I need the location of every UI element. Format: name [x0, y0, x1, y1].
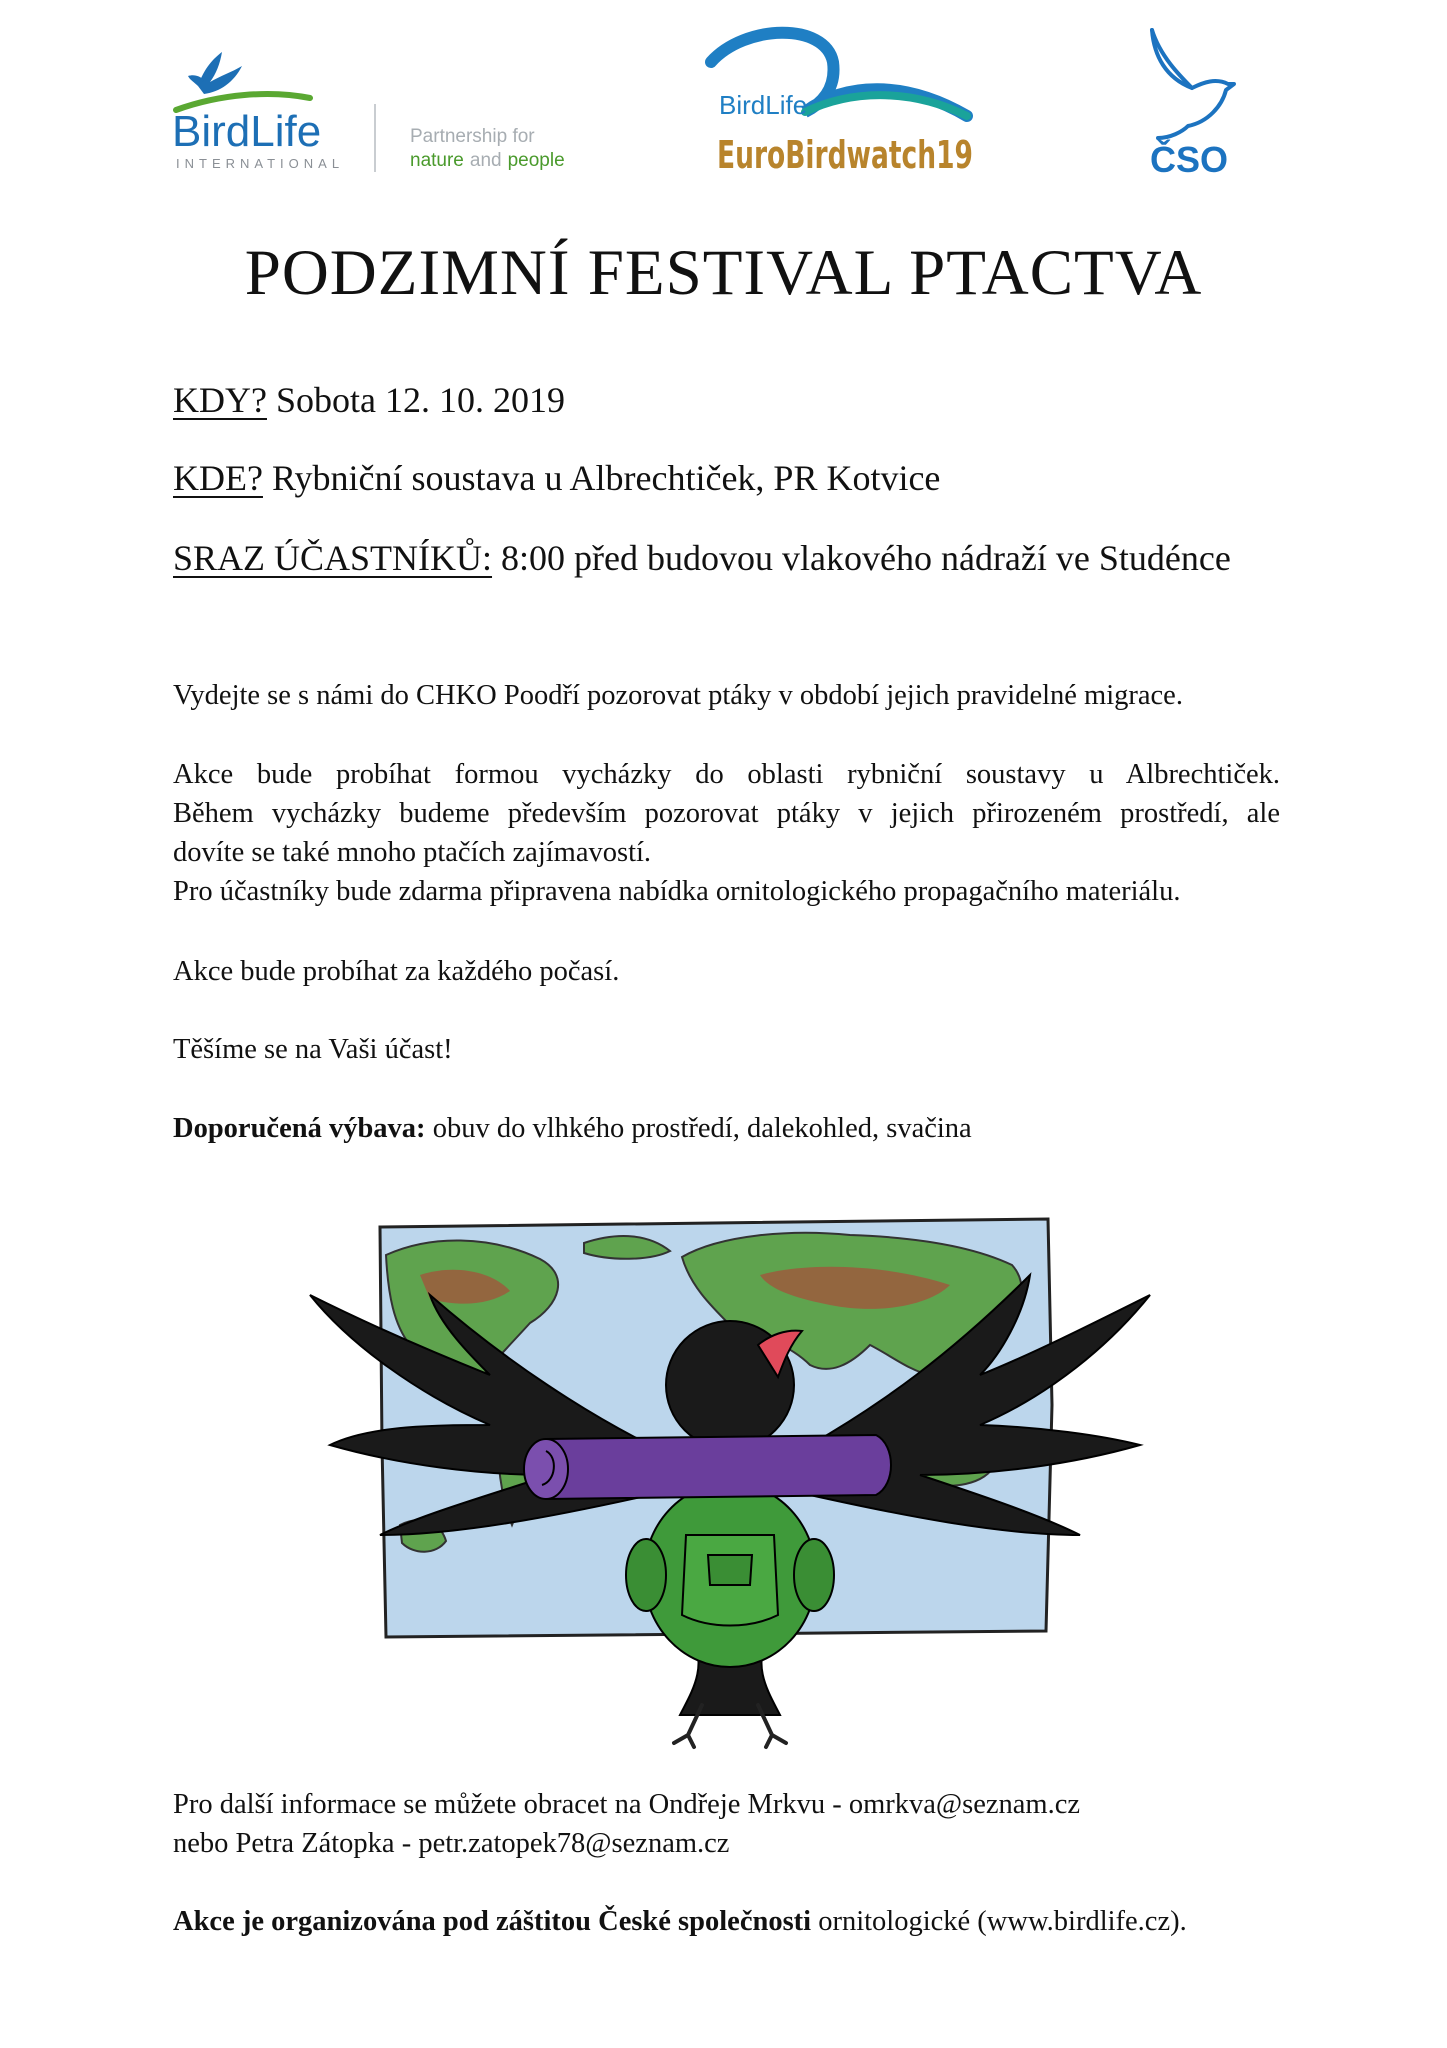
bird-with-map-illustration: [290, 1195, 1170, 1755]
when-value: Sobota 12. 10. 2019: [266, 380, 565, 420]
eurobirdwatch-logo: [705, 22, 985, 182]
footer-paragraph: [173, 1902, 1280, 1941]
equipment-value: obuv do vlhkého prostředí, dalekohled, svačina: [425, 1113, 972, 1144]
description-line: dovíte se také mnoho ptačích zajímavostí.: [173, 837, 652, 868]
description-line: Během vycházky budeme především pozorovat ptáky v jejich přirozeném prostředí, ale: [173, 798, 1280, 829]
birdlife-international-logo: [170, 46, 590, 176]
birdlife-bird-icon: [188, 52, 242, 94]
sleeping-mat-drawing: [524, 1435, 891, 1499]
when-label: KDY?: [173, 380, 267, 420]
footer-bold-text: Akce je organizována pod záštitou České společnosti: [173, 1906, 812, 1937]
ebw-birdlife-text: BirdLife: [719, 90, 808, 120]
where-value: Rybniční soustava u Albrechtiček, PR Kotvice: [262, 458, 941, 498]
cso-bird-icon: [1152, 30, 1234, 138]
footer-text: ornitologické (www.birdlife.cz).: [811, 1906, 1187, 1937]
description-line: Pro účastníky bude zdarma připravena nabídka ornitologického propagačního materiálu.: [173, 876, 1181, 907]
nature-and-people-text: nature and people: [410, 150, 565, 171]
cso-logo: [1130, 26, 1250, 180]
where-label: KDE?: [173, 458, 263, 498]
meeting-line: [173, 534, 1280, 582]
birdlife-international-text: INTERNATIONAL: [176, 156, 345, 171]
meeting-label: SRAZ ÚČASTNÍKŮ:: [173, 538, 493, 578]
cso-text: ČSO: [1150, 139, 1229, 180]
description-paragraph: [173, 755, 1280, 911]
weather-paragraph: Akce bude probíhat za každého počasí.: [173, 956, 620, 987]
partnership-text: Partnership for: [410, 126, 535, 147]
birdlife-wordmark: BirdLife: [172, 107, 322, 156]
contact-line: nebo Petra Zátopka - petr.zatopek78@seznam.cz: [173, 1828, 730, 1859]
meeting-value: 8:00 před budovou vlakového nádraží ve Studénce: [492, 538, 1231, 578]
page-title: PODZIMNÍ FESTIVAL PTACTVA: [244, 237, 1203, 309]
description-line: Akce bude probíhat formou vycházky do oblasti rybniční soustavy u Albrechtiček.: [173, 759, 1280, 790]
greeting-paragraph: Těšíme se na Vaši účast!: [173, 1034, 453, 1065]
where-line: [173, 454, 1280, 502]
intro-paragraph: Vydejte se s námi do CHKO Poodří pozorovat ptáky v období jejich pravidelné migrace.: [173, 680, 1183, 711]
equipment-label: Doporučená výbava:: [173, 1113, 426, 1144]
equipment-paragraph: [173, 1109, 1280, 1148]
when-line: [173, 376, 1280, 424]
contact-paragraph: [173, 1785, 1280, 1863]
contact-line: Pro další informace se můžete obracet na Ondřeje Mrkvu - omrkva@seznam.cz: [173, 1789, 1081, 1820]
ebw-title-text: EuroBirdwatch19: [717, 133, 973, 177]
